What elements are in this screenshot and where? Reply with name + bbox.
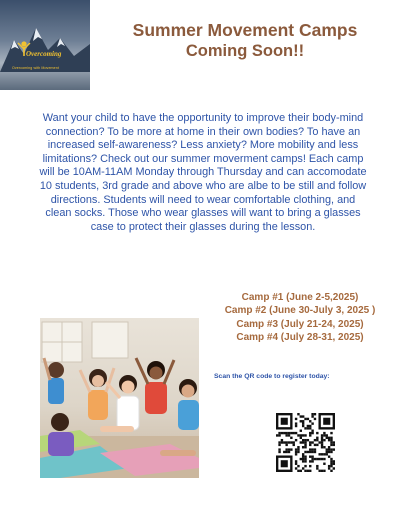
- logo-name: Overcoming: [26, 50, 62, 58]
- mountain-graphic: [0, 22, 90, 72]
- kids-yoga-illustration: [40, 318, 199, 478]
- camp-list: [200, 291, 400, 345]
- qr-code-graphic: [276, 413, 335, 472]
- camp-item-1: Camp #1 (June 2-5,2025): [241, 292, 359, 303]
- page-title: Summer Movement Camps: [132, 20, 358, 40]
- camp-item-2: Camp #2 (June 30-July 3, 2025 ): [224, 305, 376, 317]
- camp-item-4: Camp #4 (July 28-31, 2025): [236, 332, 364, 344]
- qr-code[interactable]: [276, 413, 335, 472]
- description-paragraph: Want your child to have the opportunity to improve their body-mind connection? To be more at home in their own bodies? To have an increased self-awareness? Less anxiety? More mobility and less limitations? Check out our summer moverment camps! Each camp will be 10AM-11AM Monday through Thursday and can accomodate 10 students, 3rd grade and above who are albe to be still and follow directions. Students will need to wear comfortable clothing, and clean socks. Those who wear glasses will want to bring a glasses case to protect their glasses during the lesson.: [39, 112, 367, 233]
- register-instruction: Scan the QR code to register today:: [214, 373, 330, 380]
- kids-yoga-photo: [40, 318, 199, 478]
- page-subtitle: Coming Soon!!: [185, 42, 305, 60]
- logo: [0, 0, 90, 90]
- camp-item-3: Camp #3 (July 21-24, 2025): [236, 318, 364, 330]
- logo-tagline: Overcoming with Movement: [12, 66, 59, 70]
